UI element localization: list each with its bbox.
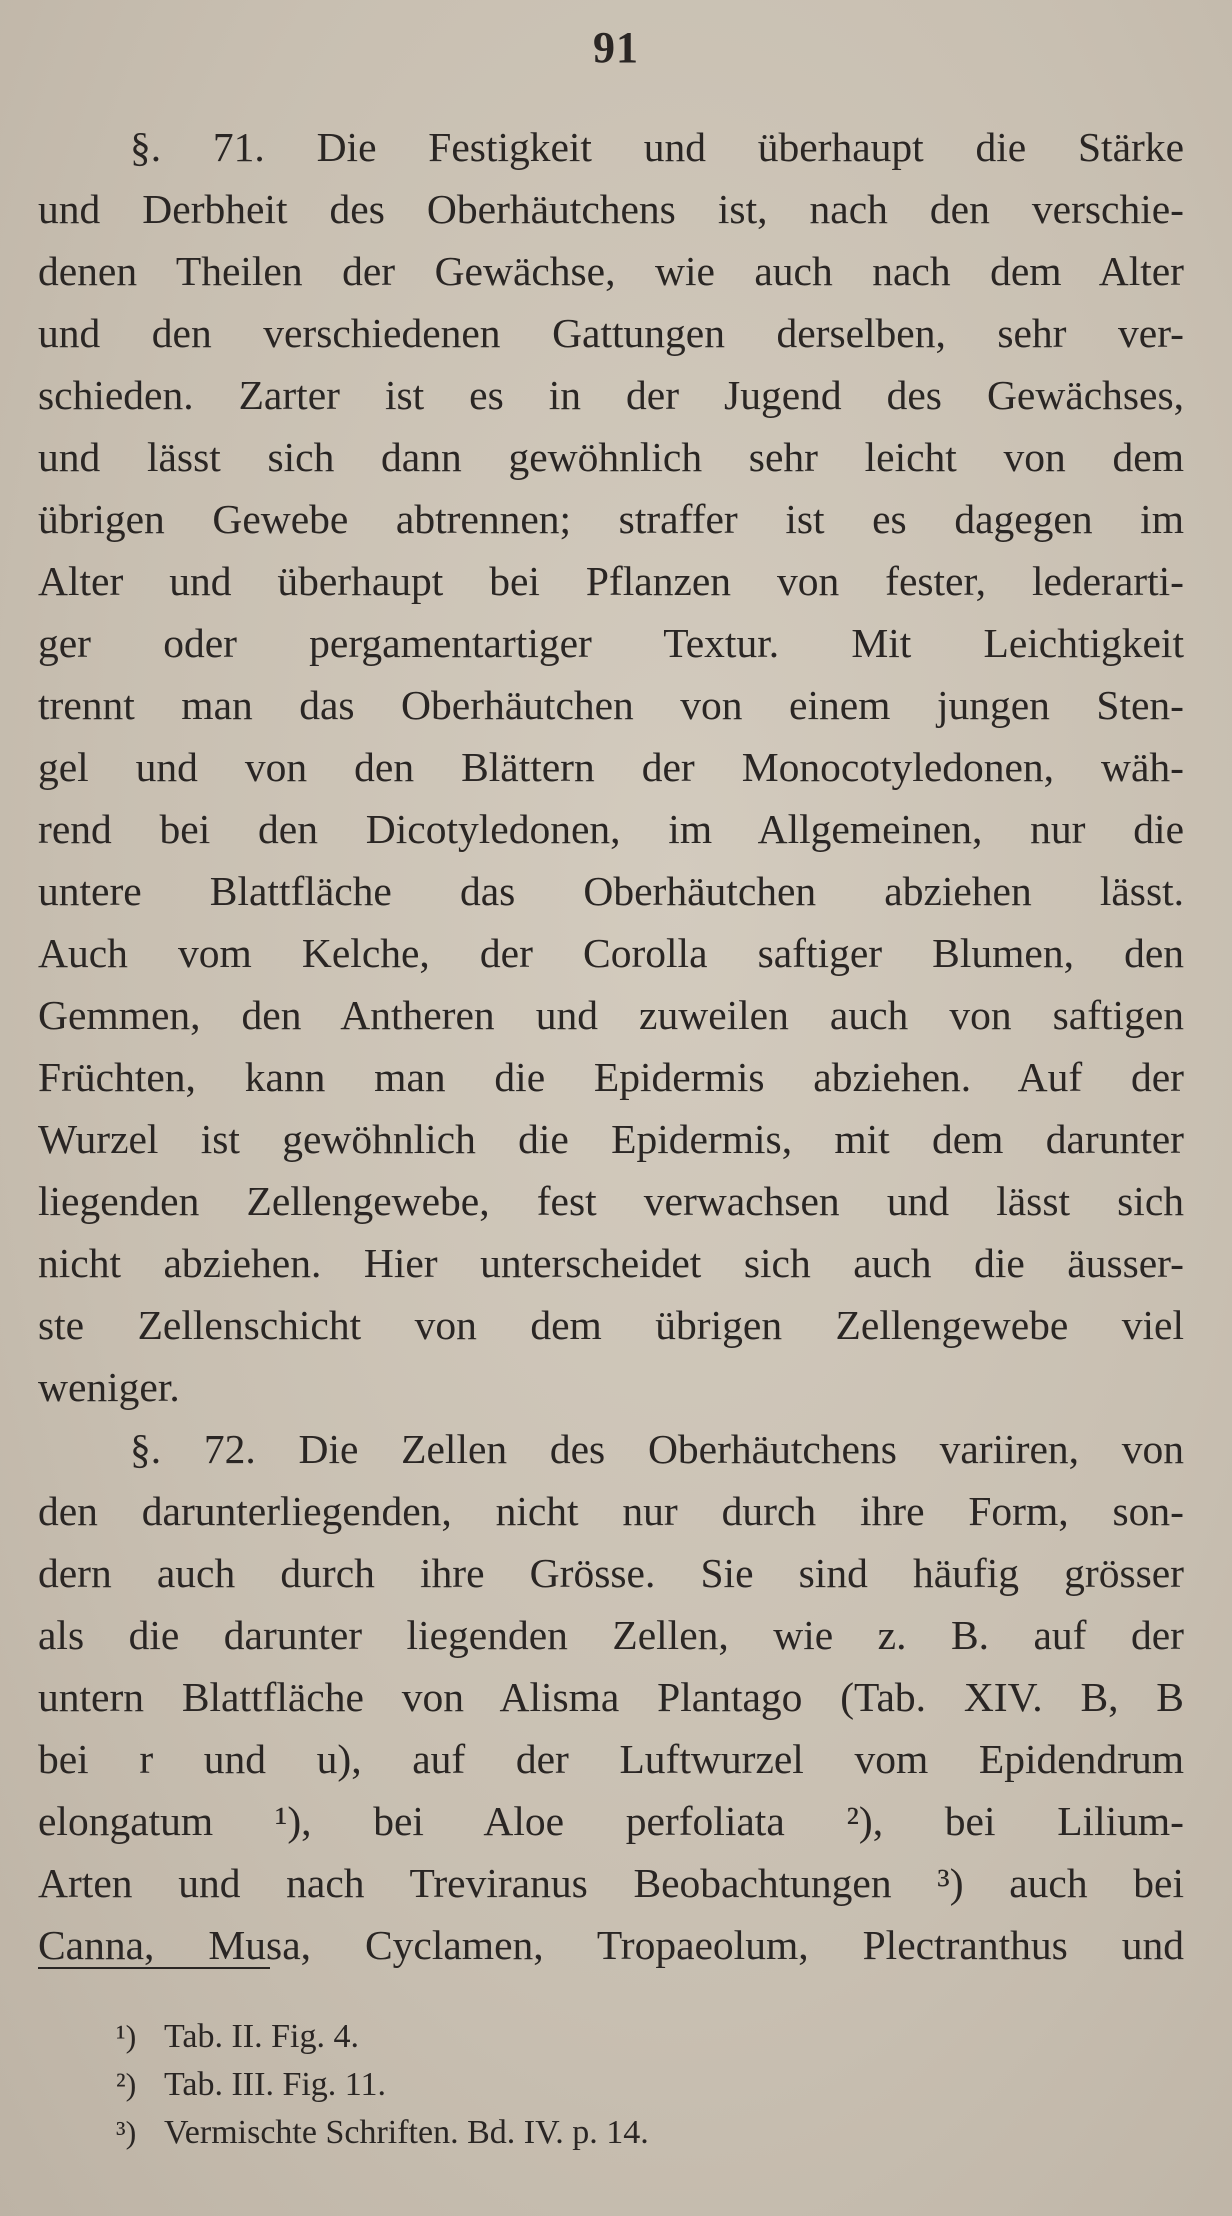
text-line: denen Theilen der Gewächse, wie auch nach dem Alter	[38, 248, 1184, 294]
text-line: gel und von den Blättern der Monocotyledonen, wäh-	[38, 744, 1184, 790]
text-line: bei r und u), auf der Luftwurzel vom Epidendrum	[38, 1736, 1184, 1782]
text-line: Canna, Musa, Cyclamen, Tropaeolum, Plectranthus und	[38, 1922, 1184, 1968]
text-line: Auch vom Kelche, der Corolla saftiger Blumen, den	[38, 930, 1184, 976]
text-line: ger oder pergamentartiger Textur. Mit Leichtigkeit	[38, 620, 1184, 666]
text-line: §. 71. Die Festigkeit und überhaupt die Stärke	[130, 124, 1184, 170]
footnote-text: Tab. III. Fig. 11.	[164, 2066, 387, 2103]
text-line: übrigen Gewebe abtrennen; straffer ist es dagegen im	[38, 496, 1184, 542]
text-line: Alter und überhaupt bei Pflanzen von fester, lederarti-	[38, 558, 1184, 604]
text-line: als die darunter liegenden Zellen, wie z. B. auf der	[38, 1612, 1184, 1658]
paragraph-71	[38, 116, 1184, 1418]
text-line: Gemmen, den Antheren und zuweilen auch von saftigen	[38, 992, 1184, 1038]
text-line: dern auch durch ihre Grösse. Sie sind häufig grösser	[38, 1550, 1184, 1596]
footnotes	[116, 2012, 649, 2156]
footnote-1	[116, 2012, 649, 2060]
text-line: den darunterliegenden, nicht nur durch ihre Form, son-	[38, 1488, 1184, 1534]
footnote-mark: ³)	[116, 2114, 137, 2150]
footnote-text: Tab. II. Fig. 4.	[164, 2018, 359, 2055]
text-line: und den verschiedenen Gattungen derselben, sehr ver-	[38, 310, 1184, 356]
text-line: elongatum ¹), bei Aloe perfoliata ²), bei Lilium-	[38, 1798, 1184, 1844]
text-line: und Derbheit des Oberhäutchens ist, nach den verschie-	[38, 186, 1184, 232]
text-line: liegenden Zellengewebe, fest verwachsen und lässt sich	[38, 1178, 1184, 1224]
text-line: trennt man das Oberhäutchen von einem jungen Sten-	[38, 682, 1184, 728]
footnote-2	[116, 2060, 649, 2108]
footnote-mark: ¹)	[116, 2018, 137, 2054]
text-line: Wurzel ist gewöhnlich die Epidermis, mit dem darunter	[38, 1116, 1184, 1162]
footnote-text: Vermischte Schriften. Bd. IV. p. 14.	[164, 2114, 649, 2151]
paragraph-72	[38, 1418, 1184, 1976]
text-line: nicht abziehen. Hier unterscheidet sich auch die äusser-	[38, 1240, 1184, 1286]
text-line: untere Blattfläche das Oberhäutchen abziehen lässt.	[38, 868, 1184, 914]
footnote-3	[116, 2108, 649, 2156]
text-line: rend bei den Dicotyledonen, im Allgemeinen, nur die	[38, 806, 1184, 852]
text-line: untern Blattfläche von Alisma Plantago (Tab. XIV. B, B	[38, 1674, 1184, 1720]
text-line: und lässt sich dann gewöhnlich sehr leicht von dem	[38, 434, 1184, 480]
text-line: schieden. Zarter ist es in der Jugend des Gewächses,	[38, 372, 1184, 418]
text-line: ste Zellenschicht von dem übrigen Zellengewebe viel	[38, 1302, 1184, 1348]
text-line: Früchten, kann man die Epidermis abziehen. Auf der	[38, 1054, 1184, 1100]
footnote-mark: ²)	[116, 2066, 137, 2102]
footnote-divider	[38, 1967, 270, 1969]
text-line: weniger.	[38, 1364, 180, 1410]
page-number: 91	[593, 23, 639, 72]
body-text	[38, 116, 1184, 1976]
text-line: Arten und nach Treviranus Beobachtungen ³) auch bei	[38, 1860, 1184, 1906]
text-line: §. 72. Die Zellen des Oberhäutchens variiren, von	[130, 1426, 1184, 1472]
